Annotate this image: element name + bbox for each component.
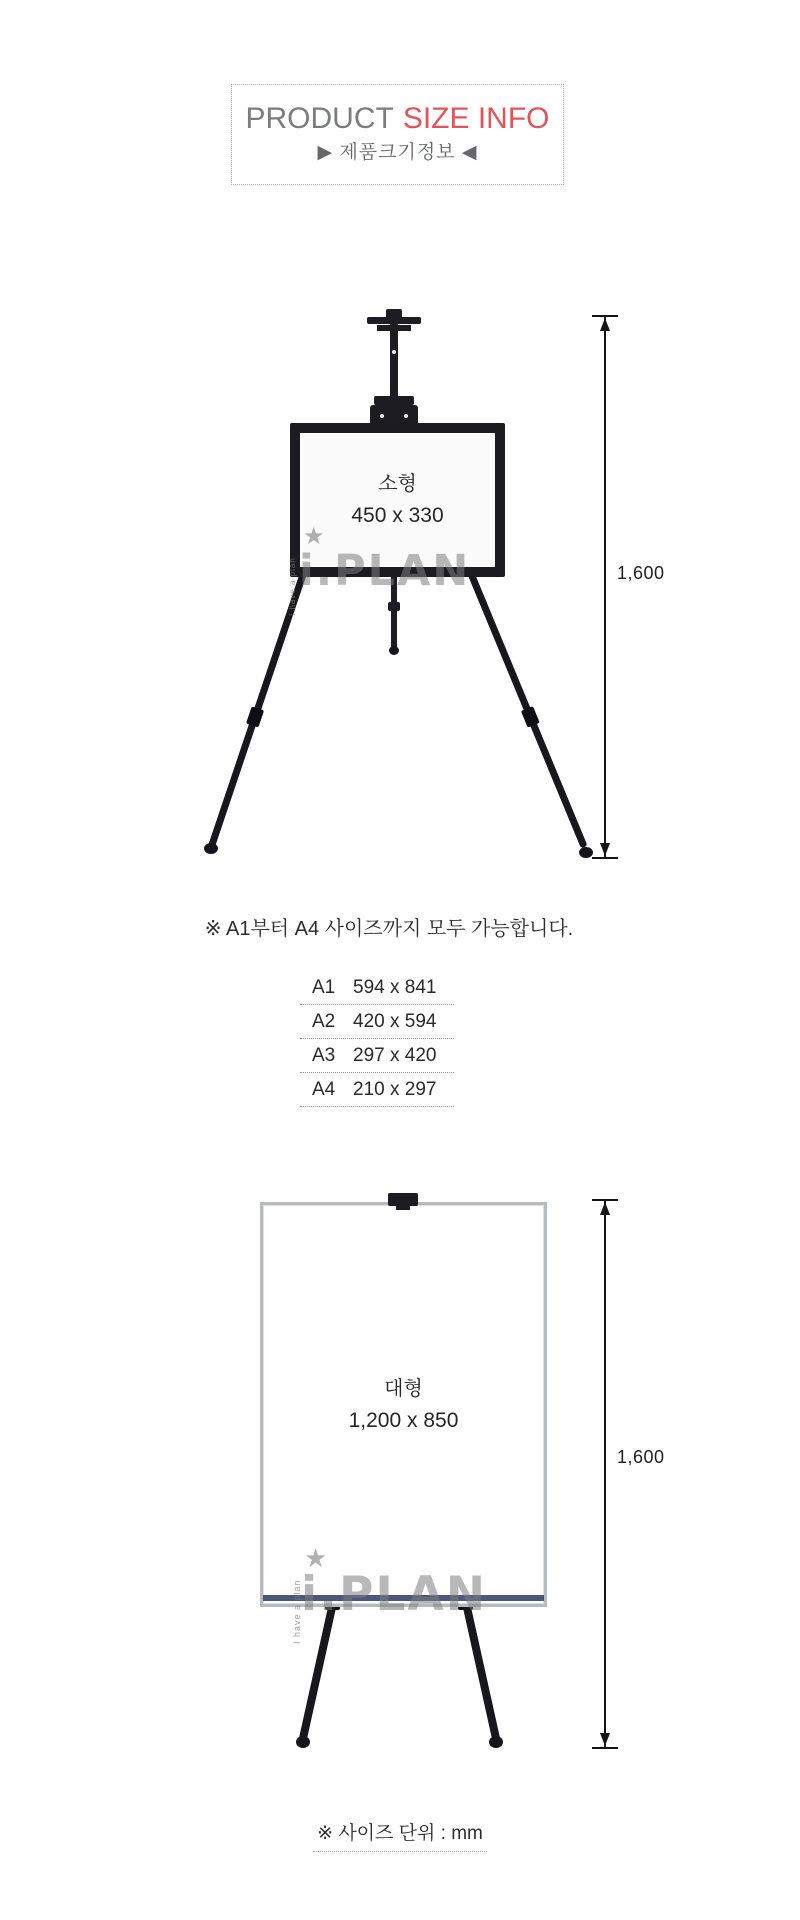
large-board <box>260 1202 547 1607</box>
large-easel-left-leg <box>298 1602 337 1742</box>
large-board-bottom-rail <box>263 1595 544 1601</box>
clamp-screw-right <box>404 414 408 418</box>
size-value: 210 x 297 <box>353 1078 437 1100</box>
large-easel-height-label: 1,600 <box>617 1447 665 1467</box>
large-easel-right-foot <box>489 1736 503 1748</box>
mast-pole <box>390 324 398 402</box>
dimension-arrow-up-icon <box>600 318 610 331</box>
size-name: A1 <box>312 976 336 998</box>
large-board-clip-notch <box>396 1206 410 1210</box>
large-easel-right-leg <box>462 1602 501 1742</box>
right-leg-clamp <box>521 706 540 728</box>
dimension-cap-bottom <box>592 857 618 859</box>
dimension-cap-bottom <box>592 1747 618 1749</box>
size-name: A3 <box>312 1044 336 1066</box>
dimension-arrow-down-icon <box>600 1733 610 1746</box>
watermark-brand: i.PLAN <box>299 546 471 596</box>
large-board-size: 1,200 x 850 <box>348 1408 459 1432</box>
unit-note-text: ※ 사이즈 단위 : mm <box>313 1818 487 1852</box>
large-board-top-clip <box>388 1193 418 1206</box>
watermark-tagline: I have a plan <box>288 557 297 616</box>
size-name: A2 <box>312 1010 336 1032</box>
star-icon: ★ <box>303 523 325 550</box>
header-box <box>231 84 564 185</box>
size-table-row-a2 <box>300 1005 454 1039</box>
small-easel-right-leg <box>466 569 587 849</box>
size-table-row-a4 <box>300 1073 454 1107</box>
watermark-brand: i.PLAN <box>301 1567 488 1622</box>
page-title-size-info: SIZE INFO <box>402 102 550 135</box>
large-easel-left-foot <box>296 1736 310 1748</box>
size-table-row-a1 <box>300 971 454 1005</box>
center-pole <box>391 575 397 651</box>
small-easel-left-foot <box>204 843 218 854</box>
page-title <box>232 102 563 136</box>
dimension-line <box>604 1201 606 1747</box>
mast-cross-bar <box>367 317 421 324</box>
size-value: 594 x 841 <box>353 976 437 998</box>
size-value: 420 x 594 <box>353 1010 437 1032</box>
dimension-arrow-up-icon <box>600 1202 610 1215</box>
size-table-row-a3 <box>300 1039 454 1073</box>
size-name: A4 <box>312 1078 336 1100</box>
center-pole-foot <box>389 646 399 655</box>
page-title-product: PRODUCT <box>245 102 394 135</box>
small-easel-right-foot <box>579 847 593 858</box>
small-easel-left-leg <box>208 569 308 848</box>
small-board <box>290 423 505 577</box>
left-leg-clamp <box>246 706 264 727</box>
watermark-tagline: I have a plan <box>292 1579 302 1644</box>
unit-note <box>0 1818 800 1852</box>
star-icon: ★ <box>304 1543 328 1573</box>
small-board-label: 소형 <box>378 473 417 495</box>
page-subtitle: ▶ 제품크기정보 ◀ <box>317 142 478 163</box>
small-easel-height-label: 1,600 <box>617 563 665 583</box>
clamp-screw-left <box>380 414 384 418</box>
small-board-size: 450 x 330 <box>351 504 444 527</box>
center-pole-knob <box>388 602 400 611</box>
large-board-label: 대형 <box>384 1377 423 1400</box>
clamp-ears <box>374 396 414 405</box>
dimension-arrow-down-icon <box>600 843 610 856</box>
size-range-note: ※ A1부터 A4 사이즈까지 모두 가능합니다. <box>204 918 574 940</box>
size-table <box>300 971 454 1107</box>
dimension-line <box>604 317 606 857</box>
mast-screw <box>392 350 396 354</box>
size-value: 297 x 420 <box>353 1044 437 1066</box>
